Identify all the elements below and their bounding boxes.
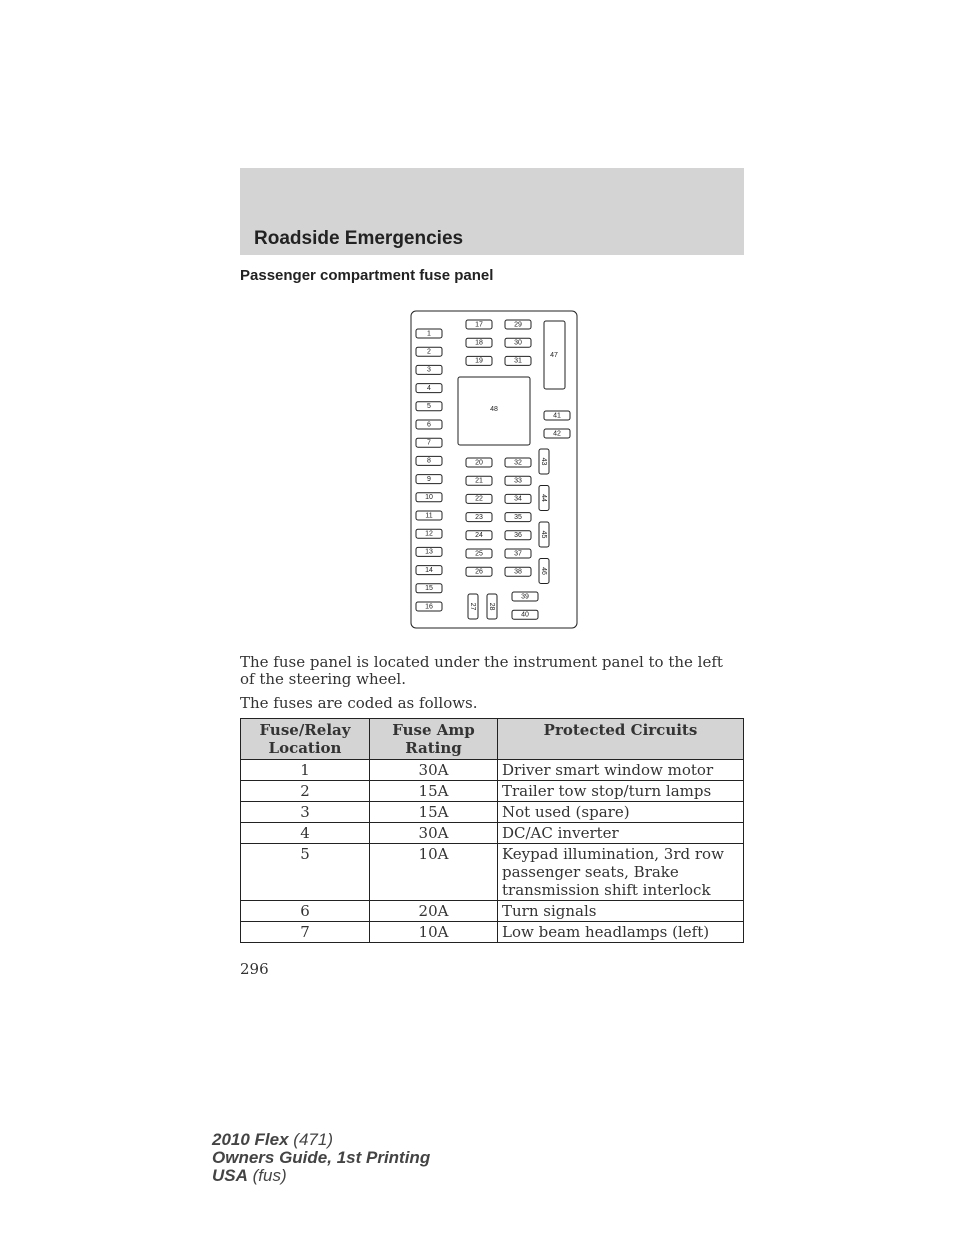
fuse-label: 40 (521, 611, 529, 619)
fuse-label: 11 (425, 512, 433, 520)
fuse-label: 21 (475, 477, 483, 485)
cell-rating: 15A (370, 781, 498, 802)
cell-rating: 10A (370, 922, 498, 943)
table-row (241, 823, 744, 844)
footer (212, 1131, 430, 1185)
subheading: Passenger compartment fuse panel (240, 267, 494, 284)
fuse-label: 42 (553, 430, 561, 438)
fuse-label: 23 (475, 513, 483, 521)
fuse-table (240, 718, 744, 943)
col-header-rating: Fuse Amp Rating (370, 719, 498, 760)
cell-circuit: Not used (spare) (498, 802, 744, 823)
footer-region: USA (212, 1166, 248, 1185)
table-row (241, 802, 744, 823)
table-header-row (241, 719, 744, 760)
fuse-label: 12 (425, 530, 433, 538)
fuse-label: 10 (425, 494, 433, 502)
fuse-label: 38 (514, 568, 522, 576)
footer-model-code: (471) (293, 1130, 333, 1149)
cell-rating: 20A (370, 901, 498, 922)
fuse-panel-diagram (410, 310, 578, 630)
fuse-label: 31 (514, 357, 522, 365)
cell-location: 6 (241, 901, 370, 922)
footer-line-1 (212, 1131, 430, 1149)
table-row (241, 844, 744, 901)
fuse-label: 39 (521, 593, 529, 601)
cell-rating: 10A (370, 844, 498, 901)
fuse-label: 2 (427, 348, 431, 356)
fuse-label: 6 (427, 421, 431, 429)
fuse-label: 43 (540, 457, 548, 466)
col-header-location: Fuse/Relay Location (241, 719, 370, 760)
fuse-label: 13 (425, 548, 433, 556)
cell-location: 5 (241, 844, 370, 901)
fuse-label: 44 (540, 494, 548, 502)
fuse-label: 46 (540, 567, 548, 575)
footer-model: 2010 Flex (212, 1130, 289, 1149)
cell-rating: 15A (370, 802, 498, 823)
cell-circuit: Low beam headlamps (left) (498, 922, 744, 943)
fuse-label: 41 (553, 412, 561, 420)
fuse-label: 29 (514, 321, 522, 329)
cell-rating: 30A (370, 760, 498, 781)
table-row (241, 781, 744, 802)
table-row (241, 901, 744, 922)
cell-circuit: Trailer tow stop/turn lamps (498, 781, 744, 802)
fuse-label: 17 (475, 321, 483, 329)
fuse-label: 7 (427, 439, 431, 447)
fuse-label: 4 (427, 384, 431, 392)
paragraph-location: The fuse panel is located under the instrument panel to the left of the steering wheel. (240, 653, 723, 688)
footer-guide: Owners Guide, 1st Printing (212, 1148, 431, 1167)
fuse-label: 34 (514, 495, 522, 503)
fuse-label: 18 (475, 339, 483, 347)
fuse-label: 33 (514, 477, 522, 485)
fuse-label: 8 (427, 457, 431, 465)
fuse-label: 30 (514, 339, 522, 347)
table-row (241, 760, 744, 781)
col-header-circuits: Protected Circuits (498, 719, 744, 760)
fuse-label: 37 (514, 550, 522, 558)
cell-rating: 30A (370, 823, 498, 844)
fuse-label: 15 (425, 585, 433, 593)
fuse-label: 28 (488, 602, 496, 611)
fuse-label: 19 (475, 357, 483, 365)
page-number: 296 (240, 960, 269, 978)
section-title: Roadside Emergencies (254, 228, 464, 249)
table-row (241, 922, 744, 943)
cell-location: 1 (241, 760, 370, 781)
fuse-label: 25 (475, 550, 483, 558)
fuse-label: 20 (475, 459, 483, 467)
cell-circuit: Keypad illumination, 3rd row passenger seats, Brake transmission shift interlock (498, 844, 744, 901)
fuse-label: 24 (475, 532, 483, 540)
cell-location: 3 (241, 802, 370, 823)
fuse-label: 32 (514, 459, 522, 467)
fuse-label: 22 (475, 495, 483, 503)
cell-circuit: DC/AC inverter (498, 823, 744, 844)
fuse-label: 16 (425, 603, 433, 611)
paragraph-coded: The fuses are coded as follows. (240, 694, 478, 712)
footer-line-2 (212, 1149, 430, 1167)
fuse-label: 1 (427, 330, 431, 338)
fuse-label: 27 (469, 602, 477, 611)
fuse-label: 3 (427, 366, 431, 374)
fuse-label: 26 (475, 568, 483, 576)
fuse-label: 14 (425, 566, 433, 574)
fuse-label: 45 (540, 530, 548, 539)
fuse-label: 5 (427, 403, 431, 411)
fuse-label: 35 (514, 513, 522, 521)
fuse-label: 9 (427, 475, 431, 483)
relay-label: 48 (490, 405, 498, 413)
cell-location: 4 (241, 823, 370, 844)
fuse-label: 36 (514, 532, 522, 540)
cell-circuit: Turn signals (498, 901, 744, 922)
cell-location: 7 (241, 922, 370, 943)
cell-location: 2 (241, 781, 370, 802)
relay-label: 47 (550, 351, 558, 359)
footer-line-3 (212, 1167, 430, 1185)
cell-circuit: Driver smart window motor (498, 760, 744, 781)
footer-region-code: (fus) (252, 1166, 287, 1185)
